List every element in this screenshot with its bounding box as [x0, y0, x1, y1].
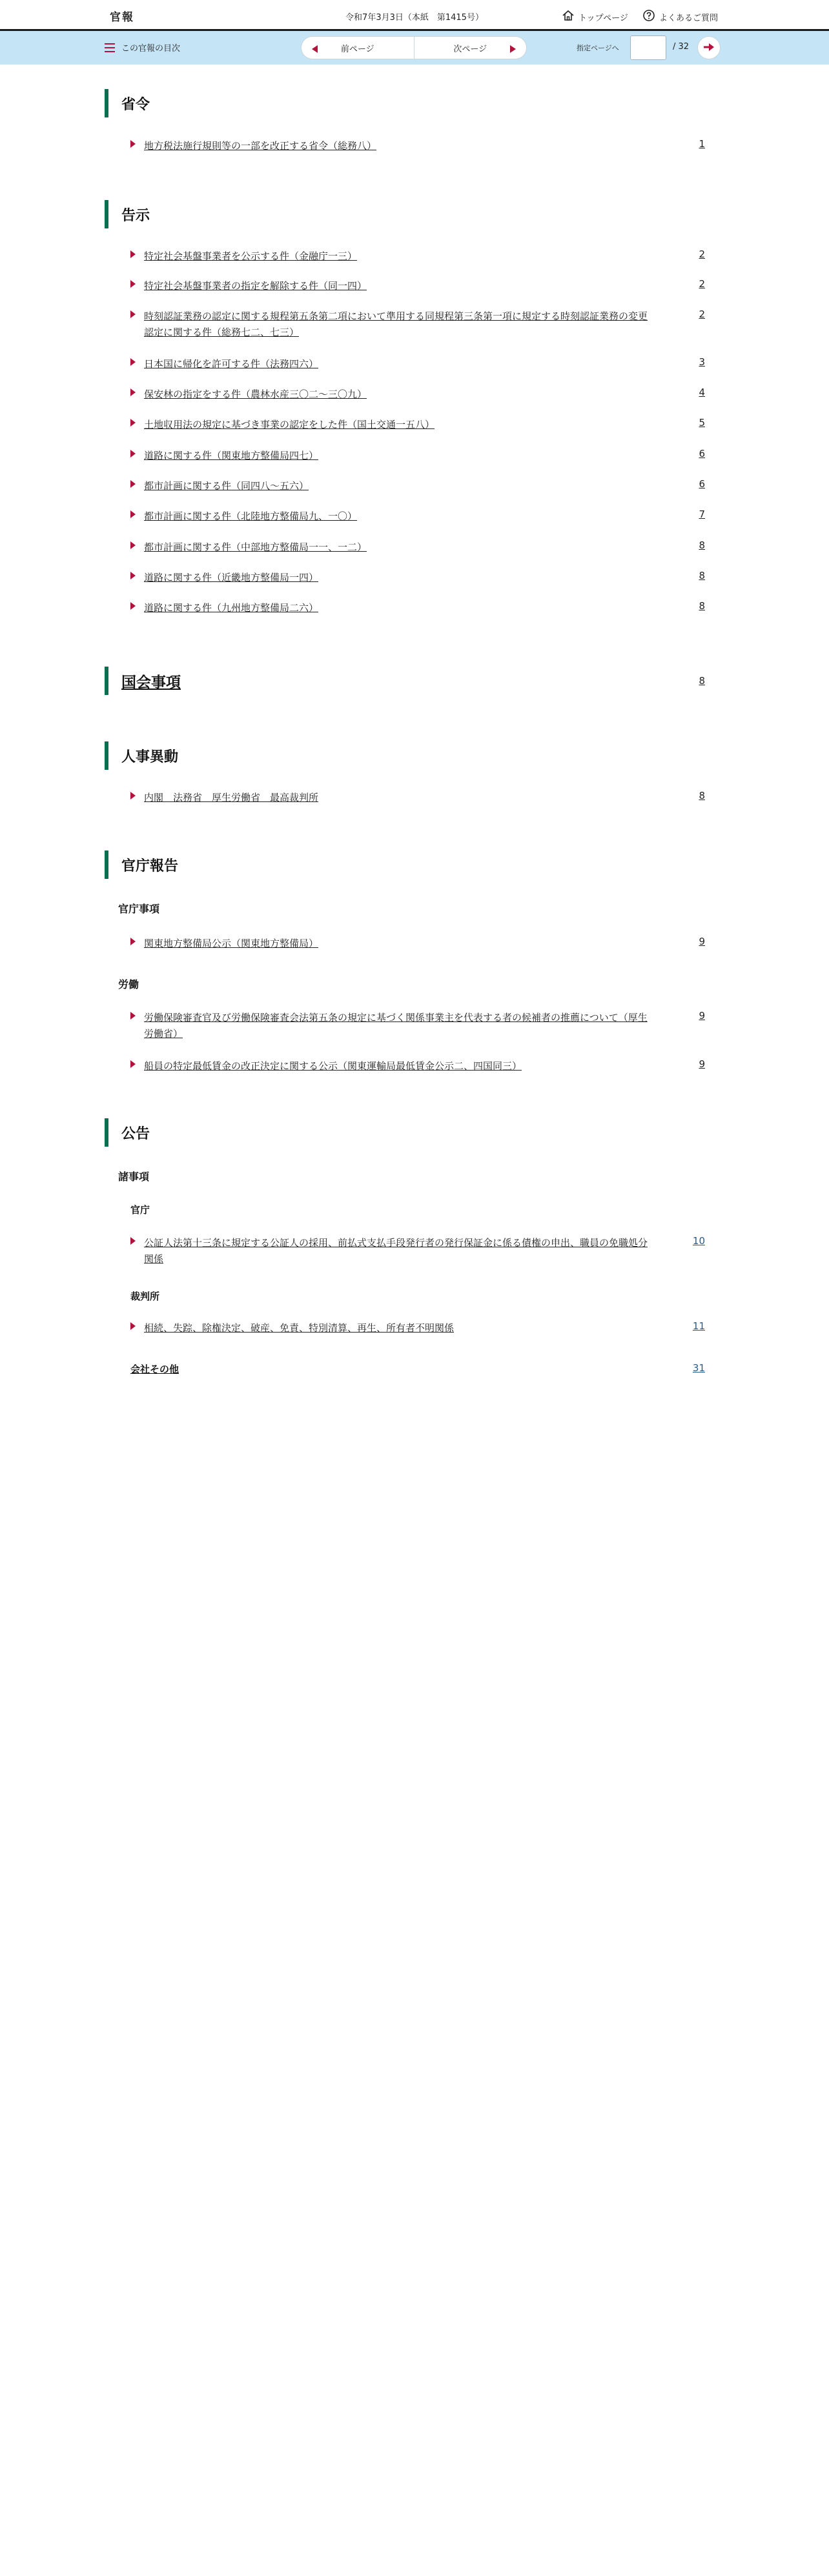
section-heading-koukoku: 公告 [105, 1118, 150, 1147]
subheading-kancho-jiko: 官庁事項 [118, 903, 160, 915]
section-heading-shorei: 省令 [105, 89, 150, 117]
item-title[interactable]: 地方税法施行規則等の一部を改正する省令（総務八） [144, 140, 377, 152]
list-item[interactable] [130, 1235, 705, 1267]
page-number[interactable]: 5 [699, 417, 705, 428]
triangle-bullet-icon [130, 1322, 136, 1330]
arrow-right-icon [703, 42, 715, 54]
prev-page-label: 前ページ [340, 44, 374, 54]
item-title[interactable]: 都市計画に関する件（中部地方整備局一一、一二） [144, 541, 367, 553]
item-title[interactable]: 特定社会基盤事業者の指定を解除する件（同一四） [144, 280, 367, 292]
item-title[interactable]: 時刻認証業務の認定に関する規程第五条第二項において準用する同規程第三条第一項に規定する時刻認証業務の変更認定に関する件（総務七二、七三） [144, 310, 648, 338]
toc-button[interactable] [105, 41, 180, 54]
list-item[interactable] [130, 508, 705, 525]
item-title[interactable]: 船員の特定最低賃金の改正決定に関する公示（関東運輸局最低賃金公示二、四国同三） [144, 1060, 522, 1072]
page-number[interactable]: 8 [699, 790, 705, 801]
arrow-left-icon [312, 45, 318, 53]
total-pages: / 32 [673, 42, 690, 52]
page-number[interactable]: 7 [699, 508, 705, 520]
triangle-bullet-icon [130, 572, 136, 579]
page-number[interactable]: 8 [699, 600, 705, 612]
item-title[interactable]: 保安林の指定をする件（農林水産三〇二～三〇九） [144, 388, 367, 400]
page-number[interactable]: 8 [699, 675, 705, 687]
triangle-bullet-icon [130, 541, 136, 549]
pager [301, 36, 527, 59]
triangle-bullet-icon [130, 450, 136, 458]
page-number[interactable]: 9 [699, 1058, 705, 1070]
subheading-shojiko: 諸事項 [118, 1171, 150, 1183]
section-heading-jinji: 人事異動 [105, 741, 178, 770]
goto-page-label: 指定ページへ [577, 44, 619, 52]
triangle-bullet-icon [130, 1060, 136, 1068]
goto-page-input[interactable] [630, 35, 666, 60]
subheading-kaisha-sonota[interactable]: 会社その他 [130, 1363, 179, 1375]
triangle-bullet-icon [130, 792, 136, 800]
arrow-right-icon [510, 45, 516, 53]
triangle-bullet-icon [130, 280, 136, 288]
prev-page-button[interactable] [302, 37, 414, 59]
list-item[interactable] [130, 570, 705, 586]
list-item[interactable] [130, 417, 705, 433]
list-item[interactable] [130, 278, 705, 294]
page-number[interactable]: 2 [699, 308, 705, 320]
page-number[interactable]: 6 [699, 448, 705, 459]
list-item[interactable] [130, 1010, 705, 1042]
triangle-bullet-icon [130, 140, 136, 148]
item-title[interactable]: 道路に関する件（関東地方整備局四七） [144, 450, 319, 461]
goto-page-button[interactable] [697, 36, 721, 59]
section-heading-kokuji: 告示 [105, 200, 150, 228]
page-number[interactable]: 9 [699, 936, 705, 947]
page-number[interactable]: 2 [699, 278, 705, 290]
list-item[interactable] [130, 790, 705, 806]
triangle-bullet-icon [130, 602, 136, 610]
site-header [0, 0, 829, 31]
item-title[interactable]: 道路に関する件（九州地方整備局二六） [144, 602, 319, 614]
toc-label: この官報の目次 [121, 44, 181, 54]
subheading-rodo: 労働 [118, 978, 139, 991]
next-page-button[interactable] [414, 37, 527, 59]
item-title[interactable]: 公証人法第十三条に規定する公証人の採用、前払式支払手段発行者の発行保証金に係る債権の申出、職員の免職処分関係 [144, 1237, 648, 1265]
triangle-bullet-icon [130, 388, 136, 396]
list-item[interactable] [130, 1058, 705, 1074]
item-title[interactable]: 内閣 法務省 厚生労働省 最高裁判所 [144, 792, 319, 803]
subheading-saibansho: 裁判所 [130, 1291, 160, 1302]
page-number[interactable]: 31 [692, 1362, 705, 1374]
item-title[interactable]: 都市計画に関する件（北陸地方整備局九、一〇） [144, 510, 358, 522]
triangle-bullet-icon [130, 358, 136, 366]
item-title[interactable]: 道路に関する件（近畿地方整備局一四） [144, 572, 319, 583]
page-number[interactable]: 4 [699, 387, 705, 398]
page-number[interactable]: 9 [699, 1010, 705, 1021]
faq-link[interactable] [642, 9, 718, 25]
page-number[interactable]: 8 [699, 570, 705, 581]
list-item[interactable] [130, 387, 705, 403]
list-item[interactable] [130, 448, 705, 464]
page-toolbar [0, 31, 829, 65]
list-item[interactable] [130, 356, 705, 372]
list-item[interactable] [130, 1320, 705, 1336]
triangle-bullet-icon [130, 1012, 136, 1020]
hamburger-icon [105, 43, 115, 52]
page-number[interactable]: 3 [699, 356, 705, 368]
triangle-bullet-icon [130, 1237, 136, 1245]
kanpo-logo[interactable]: 官報 [110, 11, 134, 24]
triangle-bullet-icon [130, 938, 136, 945]
list-item[interactable] [130, 478, 705, 494]
page-number[interactable]: 10 [692, 1235, 705, 1247]
top-page-label: トップページ [578, 13, 628, 23]
list-item[interactable] [130, 138, 705, 154]
page-number[interactable]: 6 [699, 478, 705, 490]
list-item[interactable] [130, 936, 705, 952]
issue-title: 令和7年3月3日（本紙 第1415号） [345, 13, 484, 23]
item-title[interactable]: 都市計画に関する件（同四八～五六） [144, 480, 309, 492]
triangle-bullet-icon [130, 310, 136, 318]
item-title[interactable]: 相続、失踪、除権決定、破産、免責、特別清算、再生、所有者不明関係 [144, 1322, 455, 1334]
item-title[interactable]: 土地収用法の規定に基づき事業の認定をした件（国土交通一五八） [144, 419, 435, 430]
page-number[interactable]: 1 [699, 138, 705, 150]
page-number[interactable]: 2 [699, 248, 705, 260]
triangle-bullet-icon [130, 510, 136, 518]
top-page-link[interactable] [562, 9, 628, 25]
section-heading-kokkai[interactable]: 国会事項 [105, 667, 181, 695]
triangle-bullet-icon [130, 480, 136, 488]
item-title[interactable]: 日本国に帰化を許可する件（法務四六） [144, 358, 319, 370]
next-page-label: 次ページ [453, 44, 487, 54]
item-title[interactable]: 労働保険審査官及び労働保険審査会法第五条の規定に基づく関係事業主を代表する者の候補者の推薦について（厚生労働省） [144, 1012, 648, 1040]
item-title[interactable]: 関東地方整備局公示（関東地方整備局） [144, 938, 319, 949]
question-icon [642, 9, 655, 25]
list-item[interactable] [130, 600, 705, 616]
triangle-bullet-icon [130, 250, 136, 258]
triangle-bullet-icon [130, 419, 136, 427]
page-number[interactable]: 8 [699, 539, 705, 551]
subheading-kancho: 官庁 [130, 1204, 150, 1216]
list-item[interactable] [130, 539, 705, 556]
item-title[interactable]: 特定社会基盤事業者を公示する件（金融庁一三） [144, 250, 358, 262]
section-heading-kancho: 官庁報告 [105, 850, 178, 879]
home-icon [562, 9, 575, 25]
list-item[interactable] [130, 308, 705, 341]
page-number[interactable]: 11 [692, 1320, 705, 1332]
list-item[interactable] [130, 248, 705, 265]
faq-label: よくあるご質問 [659, 13, 719, 23]
